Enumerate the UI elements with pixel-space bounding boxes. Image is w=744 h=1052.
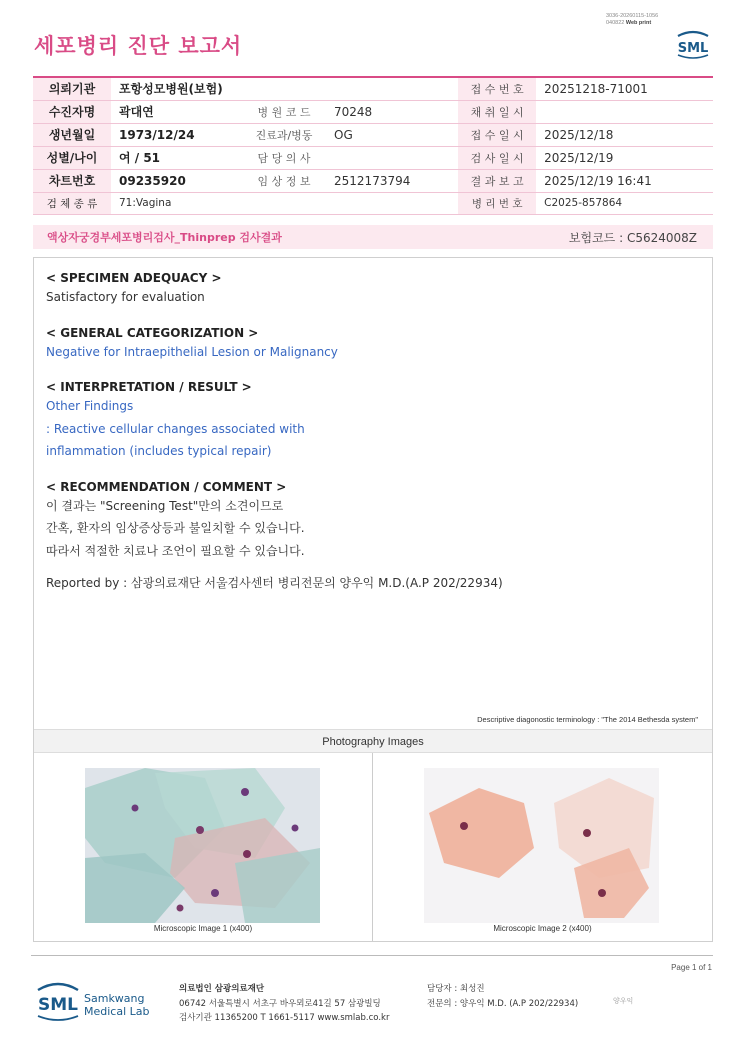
category-title: < GENERAL CATEGORIZATION > xyxy=(46,325,259,340)
value-requester: 포항성모병원(보험) xyxy=(111,77,458,100)
label-report-date: 결 과 보 고 xyxy=(458,169,536,192)
value-specimen-type: 71:Vagina xyxy=(111,192,458,214)
test-name-bar xyxy=(33,225,713,249)
value-hospital-code: 70248 xyxy=(326,100,458,123)
photo-caption-2: Microscopic Image 2 (x400) xyxy=(493,924,592,933)
footer-divider xyxy=(31,955,713,956)
recommendation-line-1: 이 결과는 "Screening Test"만의 소견이므로 xyxy=(46,498,284,513)
value-birthdate: 1973/12/24 xyxy=(111,123,242,146)
microscopic-image-2 xyxy=(424,768,659,923)
label-doctor: 담 당 의 사 xyxy=(242,146,326,169)
value-receipt-date: 2025/12/18 xyxy=(536,123,713,146)
insurance-code: 보험코드 : C5624008Z xyxy=(568,230,697,245)
label-specimen-type: 검 체 종 류 xyxy=(33,192,111,214)
result-text xyxy=(46,270,503,592)
footer-specialist: 전문의 : 양우익 M.D. (A.P 202/22934) xyxy=(427,998,579,1009)
label-sex-age: 성별/나이 xyxy=(33,146,111,169)
value-receipt-no: 20251218-71001 xyxy=(536,77,713,100)
svg-text:SML: SML xyxy=(677,41,709,56)
label-pathology-no: 병 리 번 호 xyxy=(458,192,536,214)
footer-staff-info xyxy=(427,982,578,1011)
category-text: Negative for Intraepithelial Lesion or Malignancy xyxy=(46,344,338,359)
value-report-date: 2025/12/19 16:41 xyxy=(536,169,713,192)
footer-org-info xyxy=(179,982,389,1026)
value-test-date: 2025/12/19 xyxy=(536,146,713,169)
page-number: Page 1 of 1 xyxy=(671,963,712,972)
patient-info-table xyxy=(33,76,713,215)
print-code: 3036-20260115-1056 040822 Web print xyxy=(606,13,659,26)
recommendation-title: < RECOMMENDATION / COMMENT > xyxy=(46,479,287,494)
value-clinical-info: 2512173794 xyxy=(326,169,458,192)
photo-cell-1 xyxy=(34,753,373,941)
label-receipt-no: 접 수 번 호 xyxy=(458,77,536,100)
value-collection-date xyxy=(536,100,713,123)
value-department: OG xyxy=(326,123,458,146)
samkwang-logo xyxy=(36,980,164,1024)
label-hospital-code: 병 원 코 드 xyxy=(242,100,326,123)
label-chart-no: 차트번호 xyxy=(33,169,111,192)
photo-grid xyxy=(34,753,712,941)
interpretation-line-2: : Reactive cellular changes associated with xyxy=(46,421,305,436)
test-name: 액상자궁경부세포병리검사_Thinprep 검사결과 xyxy=(47,231,282,244)
footer-contact: 검사기관 11365200 T 1661-5117 www.smlab.co.kr xyxy=(179,1013,390,1023)
photo-cell-2 xyxy=(373,753,712,941)
interpretation-title: < INTERPRETATION / RESULT > xyxy=(46,380,252,394)
microscopic-image-1 xyxy=(85,768,320,923)
adequacy-title: < SPECIMEN ADEQUACY > xyxy=(46,271,222,285)
recommendation-line-3: 따라서 적절한 치료나 조언이 필요할 수 있습니다. xyxy=(46,543,305,558)
label-patient-name: 수진자명 xyxy=(33,100,111,123)
result-box xyxy=(33,257,713,942)
svg-text:Samkwang: Samkwang xyxy=(84,992,145,1005)
page-title: 세포병리 진단 보고서 xyxy=(34,34,243,58)
sml-logo xyxy=(674,30,712,60)
interpretation-line-3: inflammation (includes typical repair) xyxy=(46,444,272,458)
recommendation-line-2: 간혹, 환자의 임상증상등과 불일치할 수 있습니다. xyxy=(46,521,305,535)
value-chart-no: 09235920 xyxy=(111,169,242,192)
label-birthdate: 생년월일 xyxy=(33,123,111,146)
value-doctor xyxy=(326,146,458,169)
label-requester: 의뢰기관 xyxy=(33,77,111,100)
footer-address: 06742 서울특별시 서초구 바우뫼로41길 57 삼광빌딩 xyxy=(179,998,381,1009)
footer-staff: 담당자 : 최성진 xyxy=(427,984,485,994)
svg-text:Medical Lab: Medical Lab xyxy=(84,1005,150,1018)
adequacy-text: Satisfactory for evaluation xyxy=(46,290,205,304)
label-department: 진료과/병동 xyxy=(242,123,326,146)
value-sex-age: 여 / 51 xyxy=(111,146,242,169)
photo-section-header: Photography Images xyxy=(34,729,712,753)
value-pathology-no: C2025-857864 xyxy=(536,192,713,214)
reported-by: Reported by : 삼광의료재단 서울검사센터 병리전문의 양우익 M.D.(A.P 202/22934) xyxy=(46,576,503,590)
value-patient-name: 곽대연 xyxy=(111,100,242,123)
label-clinical-info: 임 상 정 보 xyxy=(242,169,326,192)
signature: 양우익 xyxy=(613,997,634,1005)
terminology-note: Descriptive diagonostic terminology : "The 2014 Bethesda system" xyxy=(477,715,698,724)
interpretation-line-1: Other Findings xyxy=(46,399,134,413)
label-collection-date: 채 취 일 시 xyxy=(458,100,536,123)
svg-text:SML: SML xyxy=(38,995,78,1015)
label-receipt-date: 접 수 일 시 xyxy=(458,123,536,146)
label-test-date: 검 사 일 시 xyxy=(458,146,536,169)
photo-caption-1: Microscopic Image 1 (x400) xyxy=(153,924,253,933)
footer-org-name: 의료법인 삼광의료재단 xyxy=(179,984,265,994)
